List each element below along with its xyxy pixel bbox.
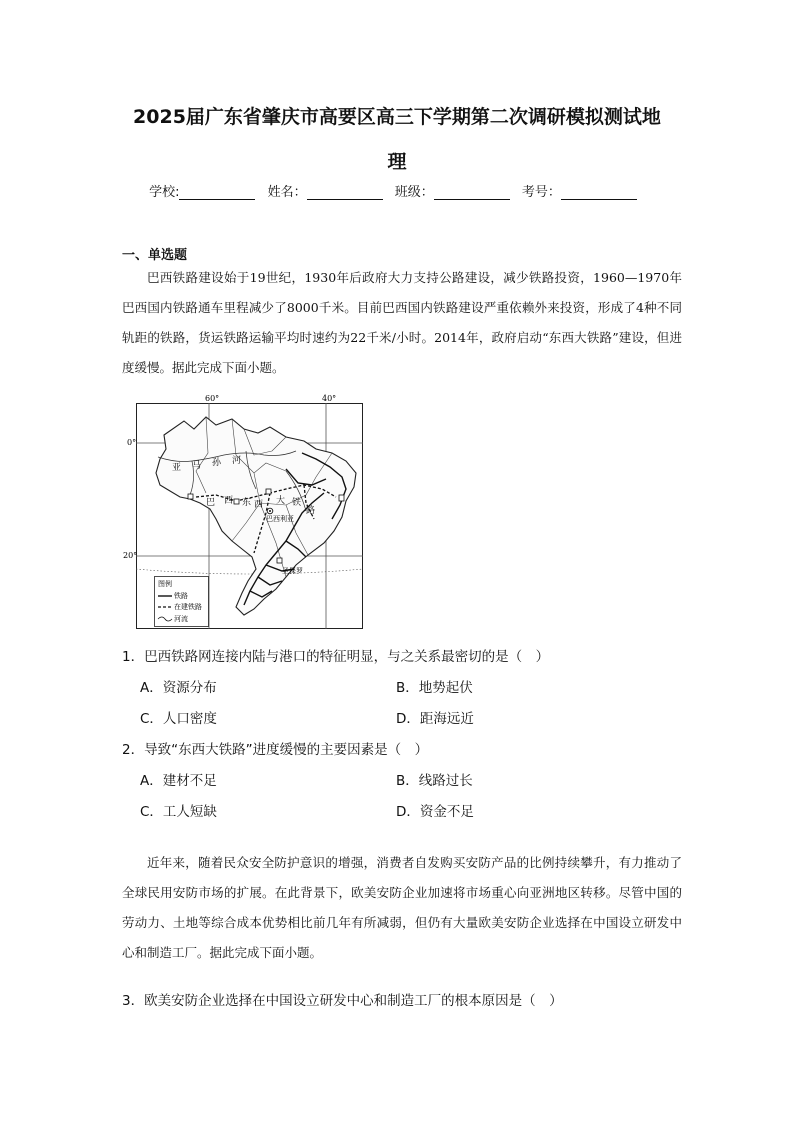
- lon-label-60: 60°: [205, 394, 220, 403]
- student-info-row: [0, 181, 794, 200]
- map-label: 亚: [172, 463, 182, 473]
- question-1: 1．巴西铁路网连接内陆与港口的特征明显，与之关系最密切的是（ ）: [122, 649, 550, 665]
- city-marker: [339, 495, 344, 501]
- map-label: 河: [232, 456, 242, 466]
- city-marker: [266, 489, 271, 494]
- q1-option-a[interactable]: A．资源分布: [140, 680, 217, 696]
- map-label: 铁: [292, 498, 302, 508]
- city-marker: [277, 558, 282, 563]
- q2-option-a[interactable]: A．建材不足: [140, 773, 217, 789]
- legend-construction: 在建铁路: [174, 603, 202, 611]
- q1-option-b[interactable]: B．地势起伏: [396, 680, 473, 696]
- page-title-continued: 理: [387, 151, 407, 173]
- q1-option-c[interactable]: C．人口密度: [140, 711, 217, 727]
- map-label: 孙: [212, 458, 222, 468]
- section-heading: 一、单选题: [122, 248, 188, 263]
- class-label: 班级：: [394, 185, 434, 200]
- school-label: 学校:: [149, 185, 180, 200]
- map-label: 西: [254, 500, 264, 510]
- page-title: 2025届广东省肇庆市高要区高三下学期第二次调研模拟测试地: [133, 106, 661, 128]
- sao-paulo-label: 圣保罗: [282, 567, 303, 575]
- class-field[interactable]: [434, 185, 510, 200]
- name-field[interactable]: [307, 185, 383, 200]
- reading-passage-1: 巴西铁路建设始于19世纪，1930年后政府大力支持公路建设，减少铁路投资，1960—1970年巴西国内铁路通车里程减少了8000千米。目前巴西国内铁路建设严重依赖外来投资，形成了4种不同轨距的铁路，货运铁路运输平均时速约为22千米/小时。2014年，政府启动“东西大铁路”建设，但进度缓慢。据此完成下面小题。: [122, 270, 682, 375]
- map-label: 东: [242, 498, 252, 508]
- lat-label-0: 0°: [127, 438, 137, 447]
- map-label: 大: [276, 496, 286, 506]
- legend-river: 河流: [174, 615, 188, 623]
- q1-option-d[interactable]: D．距海远近: [396, 711, 474, 727]
- reading-passage-2: 近年来，随着民众安全防护意识的增强，消费者自发购买安防产品的比例持续攀升，有力推动了全球民用安防市场的扩展。在此背景下，欧美安防企业加速将市场重心向亚洲地区转移。尽管中国的劳动力、土地等综合成本优势相比前几年有所减弱，但仍有大量欧美安防企业选择在中国设立研发中心和制造工厂。据此完成下面小题。: [122, 855, 682, 960]
- name-label: 姓名：: [267, 185, 307, 200]
- city-marker: [188, 494, 193, 499]
- brazil-railway-map: [123, 393, 366, 631]
- lat-label-20: 20°: [123, 551, 138, 560]
- map-label: 路: [306, 506, 316, 516]
- legend-railway: 铁路: [174, 592, 188, 600]
- map-label: 西: [224, 496, 234, 506]
- lon-label-40: 40°: [322, 394, 337, 403]
- question-3: 3．欧美安防企业选择在中国设立研发中心和制造工厂的根本原因是（ ）: [122, 993, 563, 1009]
- q2-option-b[interactable]: B．线路过长: [396, 773, 473, 789]
- question-2: 2．导致“东西大铁路”进度缓慢的主要因素是（ ）: [122, 742, 429, 758]
- school-field[interactable]: [179, 185, 255, 200]
- map-label: 巴: [206, 498, 216, 508]
- brasilia-label: 巴西利亚: [266, 515, 294, 523]
- city-marker: [234, 499, 239, 504]
- map-label: 马: [192, 461, 202, 471]
- q2-option-d[interactable]: D．资金不足: [396, 804, 474, 820]
- legend-title: 图例: [158, 580, 172, 588]
- q2-option-c[interactable]: C．工人短缺: [140, 804, 217, 820]
- exam-no-field[interactable]: [561, 185, 637, 200]
- exam-no-label: 考号：: [521, 185, 561, 200]
